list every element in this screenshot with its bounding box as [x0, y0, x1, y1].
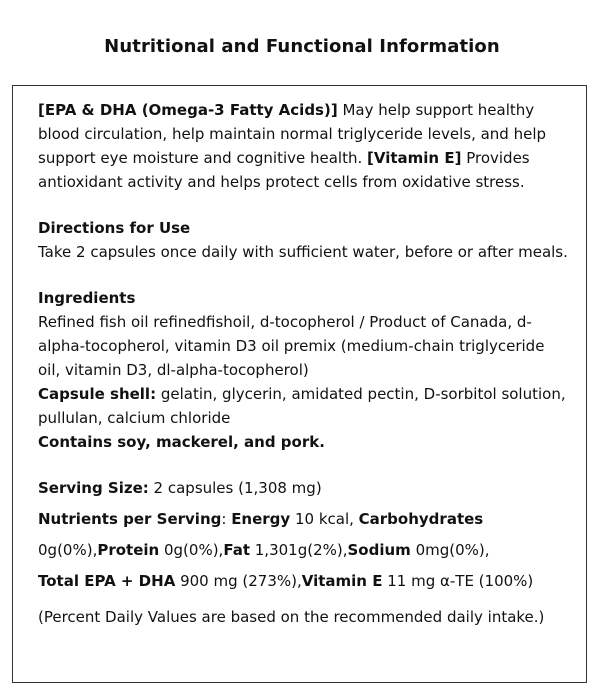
vitamin-e-label: [Vitamin E] [367, 149, 462, 167]
info-panel [12, 85, 587, 683]
protein-value: 0g(0%), [159, 541, 224, 559]
per-serving-label: Nutrients per Serving [38, 510, 222, 528]
sodium-value: 0mg(0%), [410, 541, 490, 559]
function-paragraph [38, 98, 568, 194]
directions-text: Take 2 capsules once daily with sufficient water, before or after meals. [38, 243, 568, 261]
capsule-shell-label: Capsule shell: [38, 385, 157, 403]
per-serving-colon: : [221, 510, 232, 528]
serving-size [38, 476, 568, 500]
capsule-shell [38, 382, 568, 430]
epa-dha-value: 900 mg (273%), [175, 572, 302, 590]
epa-dha-label: Total EPA + DHA [38, 572, 176, 590]
energy-label: Energy [231, 510, 291, 528]
omega-text: May help support healthy blood circulation, help maintain normal triglyceride levels, and help support eye moisture and cognitive health. [38, 101, 547, 167]
carbohydrates-value: 0g(0%), [38, 541, 98, 559]
directions-heading: Directions for Use [38, 219, 191, 237]
omega-label: [EPA & DHA (Omega-3 Fatty Acids)] [38, 101, 338, 119]
nutrients-line-3 [38, 569, 568, 593]
nutrients-line-2 [38, 538, 568, 562]
info-content [38, 98, 568, 629]
vitamin-e-nutrient-value: 11 mg α-TE (100%) [382, 572, 534, 590]
energy-value: 10 kcal, [290, 510, 359, 528]
fat-label: Fat [223, 541, 250, 559]
nutrients-line-1 [38, 507, 568, 531]
allergen-statement: Contains soy, mackerel, and pork. [38, 433, 325, 451]
fat-value: 1,301g(2%), [250, 541, 348, 559]
daily-value-note: (Percent Daily Values are based on the recommended daily intake.) [38, 608, 545, 626]
sodium-label: Sodium [347, 541, 411, 559]
capsule-shell-text: gelatin, glycerin, amidated pectin, D-sorbitol solution, pullulan, calcium chloride [38, 385, 566, 427]
vitamin-e-nutrient-label: Vitamin E [301, 572, 383, 590]
serving-size-value: 2 capsules (1,308 mg) [148, 479, 322, 497]
vitamin-e-text: Provides antioxidant activity and helps protect cells from oxidative stress. [38, 149, 530, 191]
ingredients-heading: Ingredients [38, 289, 136, 307]
page-title: Nutritional and Functional Information [104, 36, 500, 57]
protein-label: Protein [97, 541, 160, 559]
ingredients-text: Refined fish oil refinedfishoil, d-tocopherol / Product of Canada, d-alpha-tocopherol, vitamin D3 oil premix (medium-chain triglyceride oil, vitamin D3, dl-alpha-tocopherol) [38, 313, 545, 379]
serving-size-label: Serving Size: [38, 479, 149, 497]
carbohydrates-label: Carbohydrates [358, 510, 484, 528]
